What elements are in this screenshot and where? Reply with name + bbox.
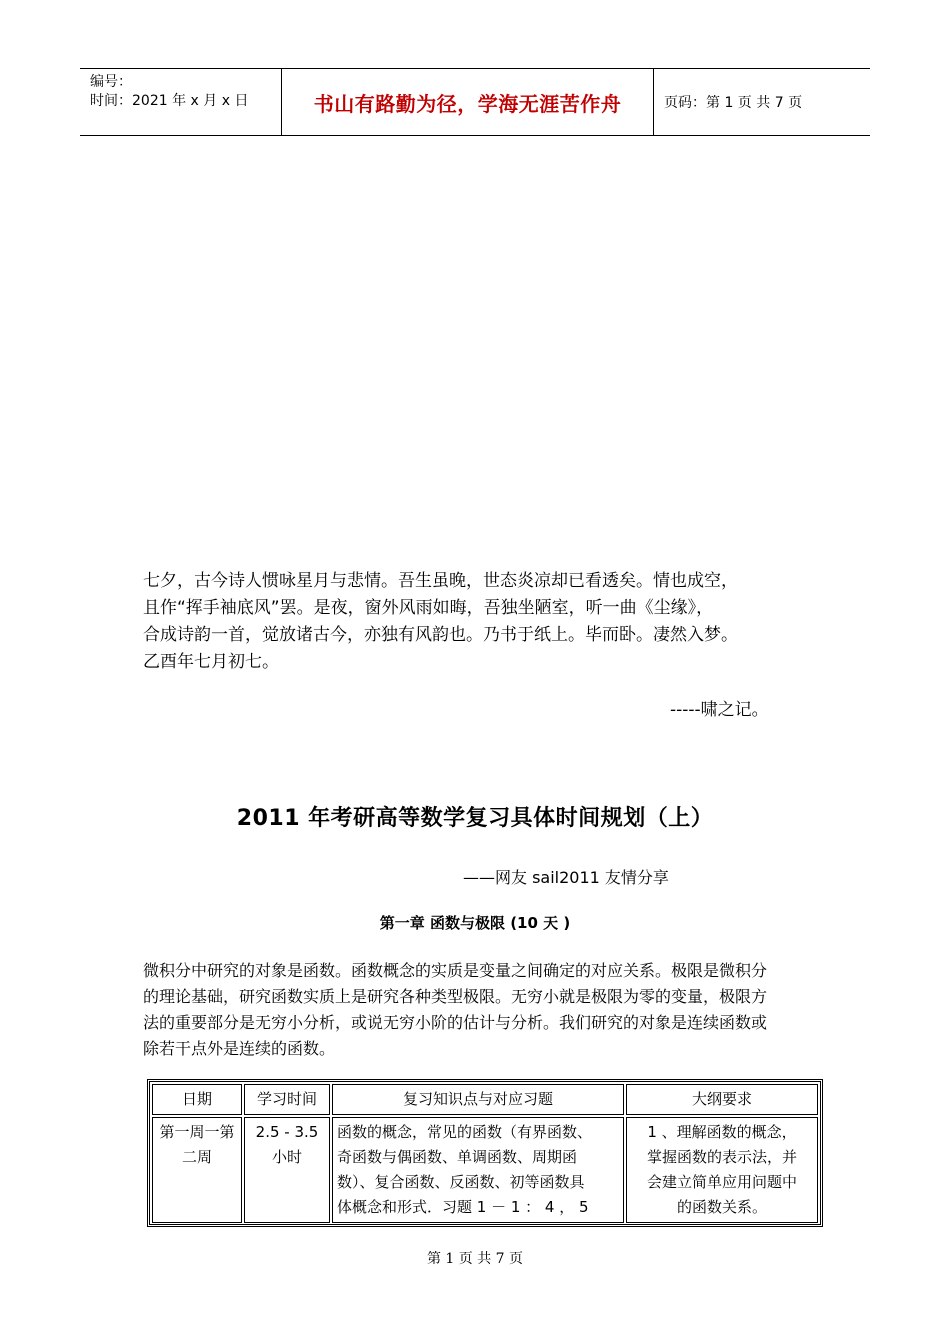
- cell-topics-line: 数）、复合函数、反函数、初等函数具: [337, 1173, 585, 1191]
- chapter-heading: 第一章 函数与极限 (10 天 ): [379, 914, 571, 932]
- header-requirements: 大纲要求: [626, 1084, 818, 1115]
- header-meta: [80, 69, 282, 135]
- cell-requirements: [626, 1117, 818, 1223]
- intro-paragraph: [143, 958, 815, 1062]
- intro-line: 的理论基础，研究函数实质上是研究各种类型极限。无穷小就是极限为零的变量，极限方: [143, 987, 768, 1006]
- header-motto: 书山有路勤为径，学海无涯苦作舟: [282, 69, 654, 135]
- poem-line: 乙酉年七月初七。: [143, 652, 279, 672]
- share-credit: ——网友 sail2011 友情分享: [463, 868, 669, 887]
- study-plan-table: [147, 1079, 823, 1227]
- cell-topics-line: 奇函数与偶函数、单调函数、周期函: [337, 1148, 578, 1166]
- document-title: 2011 年考研高等数学复习具体时间规划（上）: [236, 806, 714, 831]
- table-row: [152, 1117, 818, 1223]
- page-footer: 第 1 页 共 7 页: [426, 1251, 524, 1267]
- intro-line: 除若干点外是连续的函数。: [143, 1039, 336, 1058]
- cell-time-line: 2.5 - 3.5: [255, 1123, 319, 1141]
- header-page-info: 页码：第 1 页 共 7 页: [664, 95, 803, 111]
- cell-requirements-line: 的函数关系。: [676, 1198, 767, 1216]
- cell-requirements-line: 掌握函数的表示法，并: [646, 1148, 797, 1166]
- table-header-row: [152, 1084, 818, 1115]
- doc-date: 时间：2021 年 x 月 x 日: [90, 93, 249, 109]
- cell-topics-line: 体概念和形式．习题 1 － 1 ： 4 ， 5: [337, 1198, 589, 1216]
- cell-topics-line: 函数的概念，常见的函数（有界函数、: [337, 1123, 593, 1141]
- cell-time-line: 小时: [271, 1148, 302, 1166]
- cell-time: [244, 1117, 330, 1223]
- doc-number-label: 编号：: [90, 74, 132, 90]
- intro-line: 微积分中研究的对象是函数。函数概念的实质是变量之间确定的对应关系。极限是微积分: [143, 961, 768, 980]
- header-study-time: 学习时间: [244, 1084, 330, 1115]
- intro-line: 法的重要部分是无穷小分析，或说无穷小阶的估计与分析。我们研究的对象是连续函数或: [143, 1013, 768, 1032]
- poem-line: 且作“挥手袖底风”罢。是夜，窗外风雨如晦，吾独坐陋室，听一曲《尘缘》，: [143, 598, 714, 618]
- poem-block: [143, 568, 823, 676]
- cell-date-line: 第一周一第: [159, 1123, 235, 1141]
- cell-topics: [332, 1117, 624, 1223]
- cell-requirements-line: 1 、理解函数的概念，: [647, 1123, 797, 1141]
- header-date: 日期: [152, 1084, 242, 1115]
- cell-requirements-line: 会建立简单应用问题中: [646, 1173, 797, 1191]
- header-topics: 复习知识点与对应习题: [332, 1084, 624, 1115]
- poem-signature: -----啸之记。: [670, 700, 769, 720]
- cell-date: [152, 1117, 242, 1223]
- page-header: [80, 68, 870, 136]
- cell-date-line: 二周: [181, 1148, 212, 1166]
- poem-line: 合成诗韵一首，觉放诸古今，亦独有风韵也。乃书于纸上。毕而卧。凄然入梦。: [143, 625, 738, 645]
- poem-line: 七夕，古今诗人惯咏星月与悲情。吾生虽晚，世态炎凉却已看透矣。情也成空，: [143, 571, 738, 591]
